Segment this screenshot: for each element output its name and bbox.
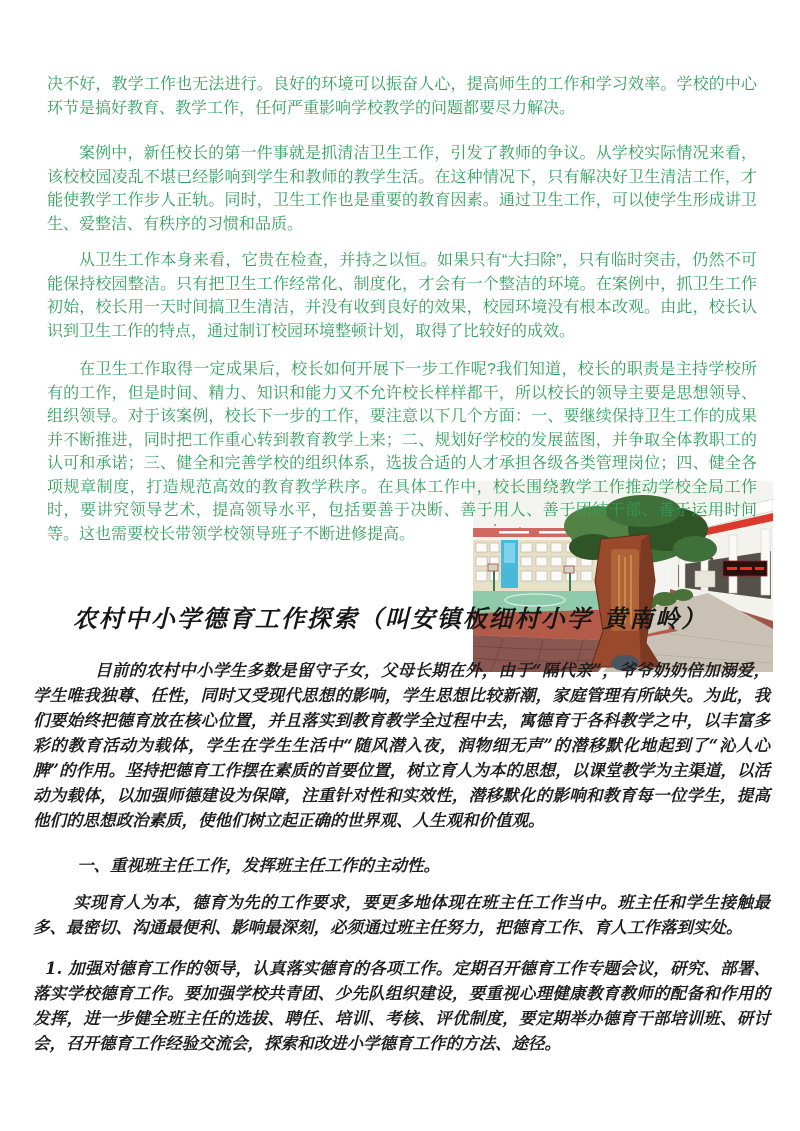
- article-paragraph-2: 1. 加强对德育工作的领导，认真落实德育的各项工作。定期召开德育工作专题会议，研究、部署、落实学校德育工作。要加强学校共青团、少先队组织建设，要重视心理健康教育教师的配备和作用的发挥，进一步健全班主任的选拔、聘任、培训、考核、评优制度，要定期举办德育干部培训班、研讨会，召开德育工作经验交流会，探索和改进小学德育工作的方法、途径。: [33, 959, 770, 1053]
- blue-door-window: [504, 543, 515, 563]
- analysis-paragraph-3: 从卫生工作本身来看，它贵在检查，并持之以恒。如果只有“大扫除”，只有临时突击，仍然不可能保持校园整洁。只有把卫生工作经常化、制度化，才会有一个整洁的环境。在案例中，抓卫生工作初始，校长用一天时间搞卫生清洁，并没有收到良好的效果，校园环境没有根本改观。由此，校长认识到卫生工作的特点，通过制订校园环境整顿计划，取得了比较好的成效。: [47, 252, 757, 340]
- distant-building: [695, 571, 715, 587]
- article-intro-paragraph: 目前的农村中小学生多数是留守子女，父母长期在外，由于“隔代亲”，爷爷奶奶倍加溺爱，学生唯我独尊、任性，同时又受现代思想的影响，学生思想比较新潮，家庭管理有所缺失。为此，我们要始终把德育放在核心位置，并且落实到教育教学全过程中去，寓德育于各科教学之中，以丰富多彩的教育活动为载体，学生在学生生活中“随风潜入夜，润物细无声”的潜移默化地起到了“沁人心脾”的作用。坚持把德育工作摆在素质的首要位置，树立育人为本的思想，以课堂教学为主渠道，以活动为载体，以加强师德建设为保障，注重针对性和实效性，潜移默化的影响和教育每一位学生，提高他们的思想政治素质，使他们树立起正确的世界观、人生观和价值观。: [33, 661, 770, 830]
- article-section-heading: 一、重视班主任工作，发挥班主任工作的主动性。: [77, 856, 440, 875]
- led-sign: [723, 561, 767, 576]
- analysis-paragraph-4: 在卫生工作取得一定成果后，校长如何开展下一步工作呢?我们知道，校长的职责是主持学校所有的工作，但是时间、精力、知识和能力又不允许校长样样都干，所以校长的领导主要是思想领导、组织领导。对于该案例，校长下一步的工作，要注意以下几个方面：一、要继续保持卫生工作的成果并不断推进，同时把工作重心转到教育教学上来；二、规划好学校的发展蓝图，并争取全体教职工的认可和承诺；三、健全和完善学校的组织体系，选拔合适的人才承担各级各类管理岗位；四、健全各项规章制度，打造规范高效的教育教学秩序。在具体工作中，校长围绕教学工作推动学校全局工作时，要讲究领导艺术，提高领导水平，包括要善于决断、善于用人、善于团结干部、善于运用时间等。这也需要校长带领学校领导班子不断进修提高。: [47, 361, 757, 543]
- article-title: 农村中小学德育工作探索（叫安镇板细村小学 黄南岭）: [72, 604, 708, 633]
- analysis-paragraph-2: 案例中，新任校长的第一件事就是抓清洁卫生工作，引发了教师的争议。从学校实际情况来看，该校校园凌乱不堪已经影响到学生和教师的教学生活。在这种情况下，只有解决好卫生清洁工作，才能使教学工作步人正轨。同时，卫生工作也是重要的教育因素。通过卫生工作，可以使学生形成讲卫生、爱整洁、有秩序的习惯和品质。: [47, 145, 757, 233]
- analysis-paragraph-1: 决不好，教学工作也无法进行。良好的环境可以振奋人心，提高师生的工作和学习效率。学校的中心环节是搞好教育、教学工作，任何严重影响学校教学的问题都要尽力解决。: [47, 76, 757, 117]
- stump-monument: [591, 534, 661, 671]
- article-paragraph-1: 实现育人为本，德育为先的工作要求，要更多地体现在班主任工作当中。班主任和学生接触最多、最密切、沟通最便利、影响最深刻，必须通过班主任努力，把德育工作、育人工作落到实处。: [33, 893, 770, 937]
